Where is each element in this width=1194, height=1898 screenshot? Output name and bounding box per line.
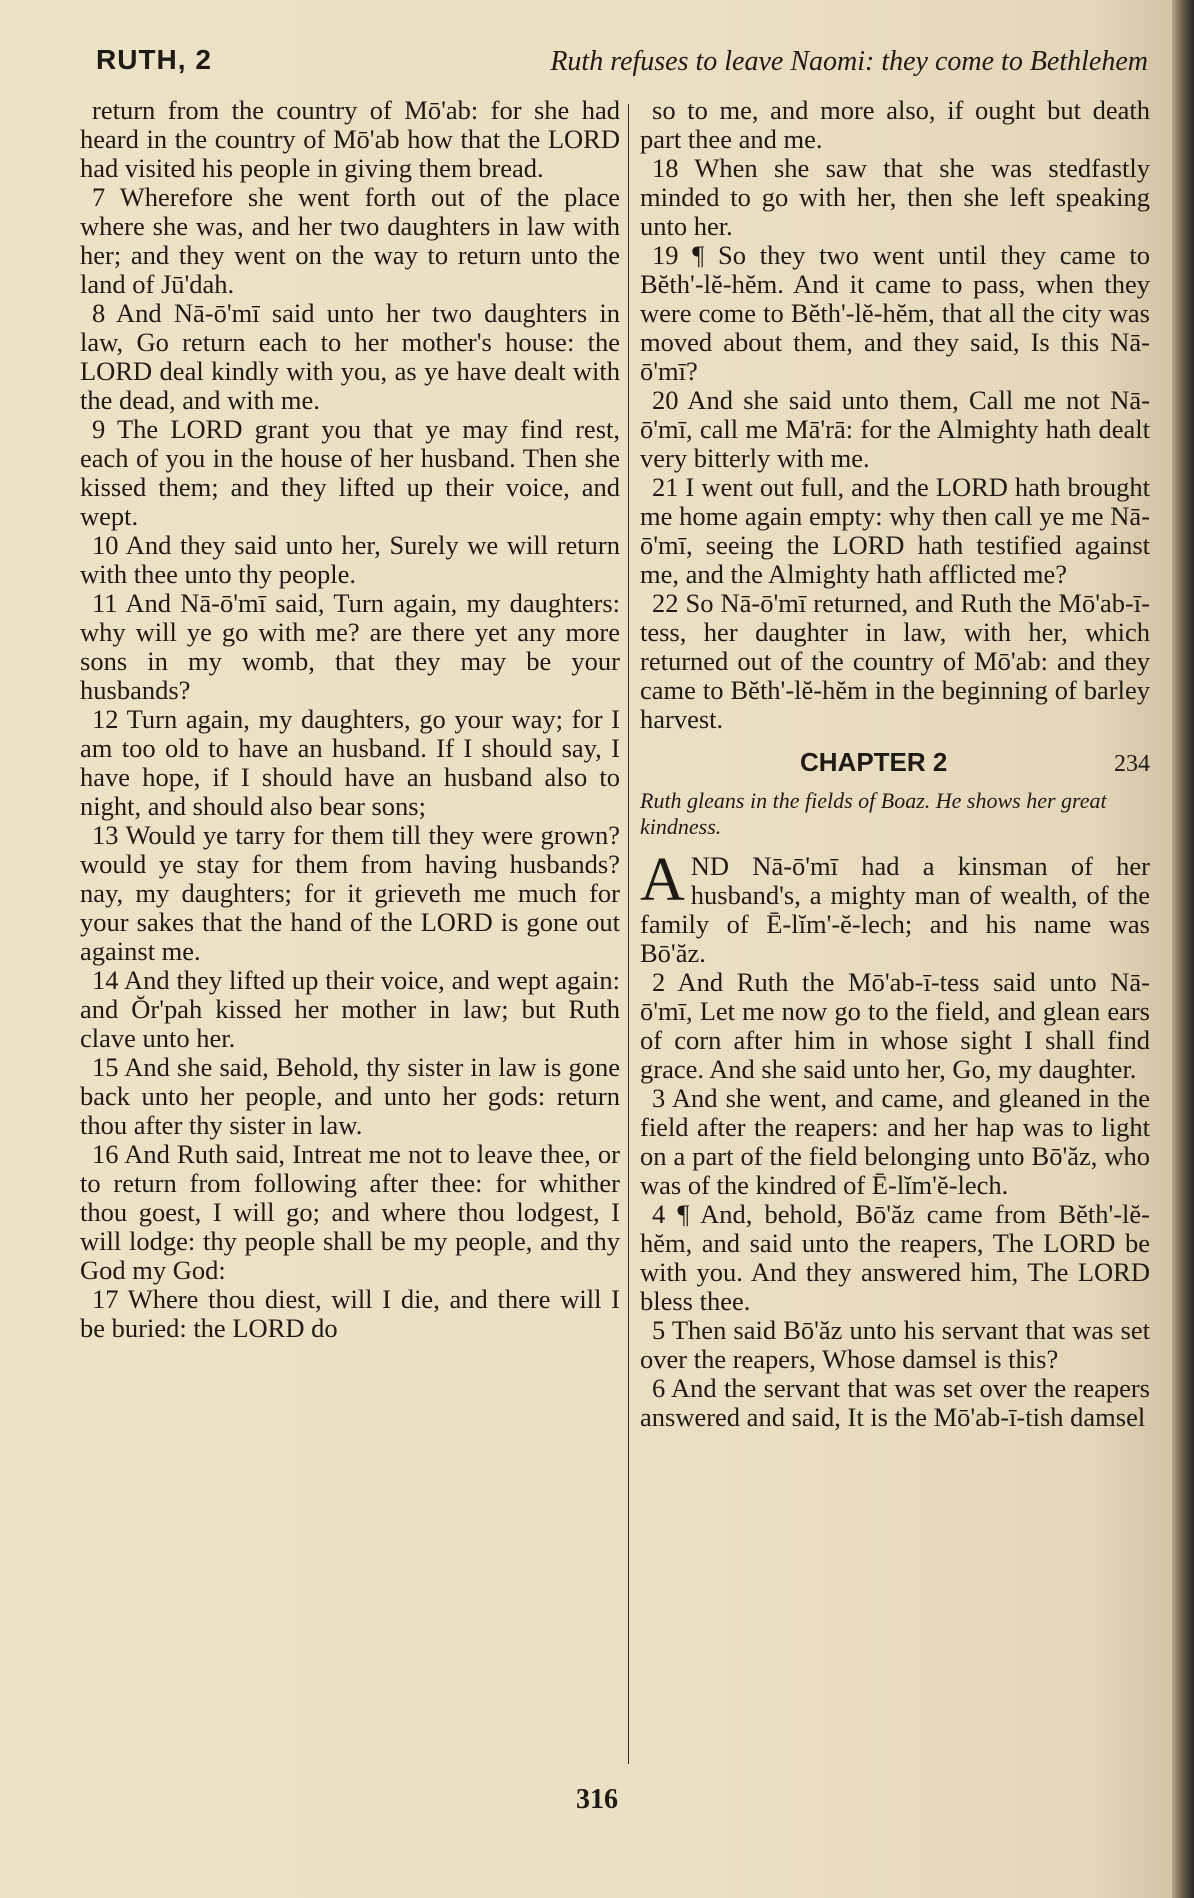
verse: so to me, and more also, if ought but death part thee and me. (640, 95, 1150, 154)
running-header (96, 44, 1148, 84)
verse: return from the country of Mō'ab: for she had heard in the country of Mō'ab how that the LORD had visited his people in giving them bread. (80, 95, 620, 183)
verse: 16 And Ruth said, Intreat me not to leave thee, or to return from following after thee: for whither thou goest, I will go; and where thou lodgest, I will lodge: thy people shall be my people, and thy God my God: (80, 1139, 620, 1285)
verse: 12 Turn again, my daughters, go your way; for I am too old to have an husband. If I should say, I have hope, if I should have an husband also to night, and should also bear sons; (80, 704, 620, 821)
right-column (640, 96, 1150, 1432)
verse: 21 I went out full, and the LORD hath brought me home again empty: why then call ye me Nā-ō'mī, seeing the LORD hath testified against me, and the Almighty hath afflicted me? (640, 472, 1150, 589)
verse: 19 ¶ So they two went until they came to Bĕth'-lĕ-hĕm. And it came to pass, when they were come to Bĕth'-lĕ-hĕm, that all the city was moved about them, and they said, Is this Nā-ō'mī? (640, 240, 1150, 386)
verse: 22 So Nā-ō'mī returned, and Ruth the Mō'ab-ī-tess, her daughter in law, with her, which returned out of the country of Mō'ab: and they came to Bĕth'-lĕ-hĕm in the beginning of barley harvest. (640, 588, 1150, 734)
verse: 13 Would ye tarry for them till they were grown? would ye stay for them from having husbands? nay, my daughters; for it grieveth me much for your sakes that the hand of the LORD is gone out against me. (80, 820, 620, 966)
verse: 6 And the servant that was set over the reapers answered and said, It is the Mō'ab-ī-tish damsel (640, 1373, 1150, 1432)
verse: 7 Wherefore she went forth out of the place where she was, and her two daughters in law with her; and they went on the way to return unto the land of Jū'dah. (80, 182, 620, 299)
verse: 9 The LORD grant you that ye may find rest, each of you in the house of her husband. Then she kissed them; and they lifted up their voice, and wept. (80, 414, 620, 531)
left-column (80, 96, 620, 1343)
book-chapter-label: RUTH, 2 (96, 44, 212, 75)
page-number: 316 (576, 1784, 618, 1815)
chapter-heading (640, 748, 1150, 782)
chapter-title: CHAPTER 2 (800, 747, 948, 777)
page-summary: Ruth refuses to leave Naomi: they come to Bethlehem (550, 46, 1148, 77)
verse: 5 Then said Bō'ăz unto his servant that was set over the reapers, Whose damsel is this? (640, 1315, 1150, 1374)
verse: 3 And she went, and came, and gleaned in the field after the reapers: and her hap was to light on a part of the field belonging unto Bō'ăz, who was of the kindred of Ē-lĭm'ĕ-lech. (640, 1083, 1150, 1200)
verse: 4 ¶ And, behold, Bō'ăz came from Bĕth'-lĕ-hĕm, and said unto the reapers, The LORD be with you. And they answered him, The LORD bless thee. (640, 1199, 1150, 1316)
verse: 17 Where thou diest, will I die, and there will I be buried: the LORD do (80, 1284, 620, 1343)
page-edge (1172, 0, 1194, 1898)
chapter-reference-number: 234 (1114, 751, 1150, 777)
drop-cap: A (640, 846, 685, 914)
chapter-summary: Ruth gleans in the fields of Boaz. He shows her great kindness. (640, 788, 1107, 839)
verse: 11 And Nā-ō'mī said, Turn again, my daughters: why will ye go with me? are there yet any more sons in my womb, that they may be your husbands? (80, 588, 620, 705)
column-divider (628, 104, 629, 1764)
verse: 8 And Nā-ō'mī said unto her two daughters in law, Go return each to her mother's house: the LORD deal kindly with you, as ye have dealt with the dead, and with me. (80, 298, 620, 415)
verse: 20 And she said unto them, Call me not Nā-ō'mī, call me Mā'rā: for the Almighty hath dealt very bitterly with me. (640, 385, 1150, 473)
verse: 2 And Ruth the Mō'ab-ī-tess said unto Nā-ō'mī, Let me now go to the field, and glean ears of corn after him in whose sight I shall find grace. And she said unto her, Go, my daughter. (640, 967, 1150, 1084)
verse: 10 And they said unto her, Surely we will return with thee unto thy people. (80, 530, 620, 589)
verse-first (640, 846, 1150, 968)
verse: 14 And they lifted up their voice, and wept again: and Ŏr'pah kissed her mother in law; but Ruth clave unto her. (80, 965, 620, 1053)
verse-first-text: ND Nā-ō'mī had a kinsman of her husband's, a mighty man of wealth, of the family of Ē-lĭm'-ĕ-lech; and his name was Bō'ăz. (640, 851, 1150, 968)
verse: 15 And she said, Behold, thy sister in law is gone back unto her people, and unto her gods: return thou after thy sister in law. (80, 1052, 620, 1140)
verse: 18 When she saw that she was stedfastly minded to go with her, then she left speaking unto her. (640, 153, 1150, 241)
